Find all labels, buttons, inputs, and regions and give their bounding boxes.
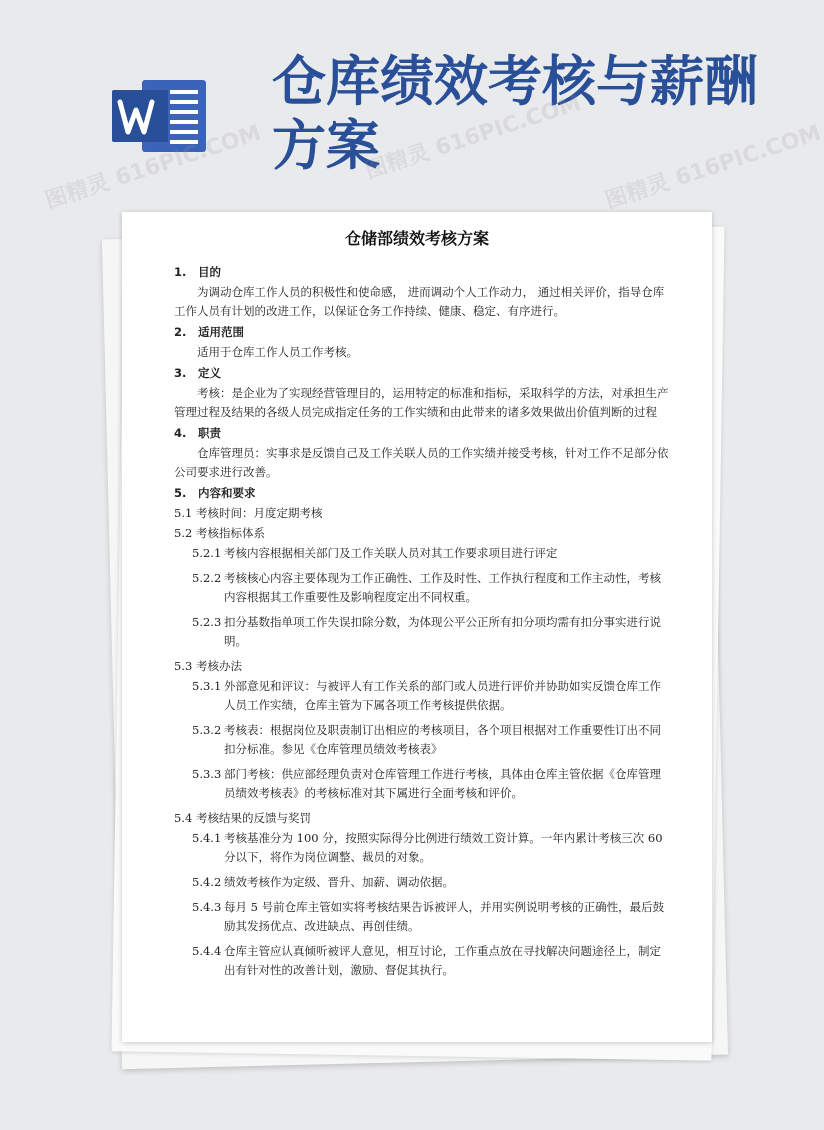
paragraph: 仓库管理员：实事求是反馈自己及工作关联人员的工作实绩并接受考核，针对工作不足部分依公司要求进行改善。 — [174, 446, 669, 479]
watermark: 图精灵 616PIC.COM — [362, 90, 585, 185]
subsection-heading: 5.1 考核时间：月度定期考核 — [174, 506, 323, 520]
section-heading: 4. 职责 — [174, 426, 221, 440]
document-body — [122, 263, 712, 980]
list-item: 5.3.1 外部意见和评议：与被评人有工作关系的部门或人员进行评价并协助如实反馈仓库工作人员工作实绩，仓库主管为下属各项工作考核提供依据。 — [192, 679, 661, 712]
list-item: 5.3.2 考核表：根据岗位及职责制订出相应的考核项目，各个项目根据对工作重要性订出不同扣分标准。参见《仓库管理员绩效考核表》 — [192, 723, 661, 756]
section-heading: 5. 内容和要求 — [174, 486, 256, 500]
subsection-heading: 5.4 考核结果的反馈与奖罚 — [174, 811, 311, 825]
subsection-heading: 5.2 考核指标体系 — [174, 526, 265, 540]
list-item: 5.4.1 考核基准分为 100 分，按照实际得分比例进行绩效工资计算。一年内累计考核三次 60 分以下，将作为岗位调整、裁员的对象。 — [192, 831, 663, 864]
list-item: 5.4.4 仓库主管应认真倾听被评人意见，相互讨论，工作重点放在寻找解决问题途径上，制定出有针对性的改善计划，激励、督促其执行。 — [192, 944, 661, 977]
section-heading: 2. 适用范围 — [174, 325, 244, 339]
list-item: 5.2.1 考核内容根据相关部门及工作关联人员对其工作要求项目进行评定 — [192, 546, 558, 560]
watermark: 图精灵 616PIC.COM — [42, 120, 265, 215]
paragraph: 考核：是企业为了实现经营管理目的，运用特定的标准和指标，采取科学的方法，对承担生产管理过程及结果的各级人员完成指定任务的工作实绩和由此带来的诸多效果做出价值判断的过程 — [174, 386, 669, 419]
list-item: 5.4.2 绩效考核作为定级、晋升、加薪、调动依据。 — [192, 875, 454, 889]
paragraph: 适用于仓库工作人员工作考核。 — [197, 345, 358, 359]
list-item: 5.3.3 部门考核：供应部经理负责对仓库管理工作进行考核，具体由仓库主管依据《仓库管理员绩效考核表》的考核标准对其下属进行全面考核和评价。 — [192, 767, 661, 800]
list-item: 5.4.3 每月 5 号前仓库主管如实将考核结果告诉被评人，并用实例说明考核的正确性，最后鼓励其发扬优点、改进缺点、再创佳绩。 — [192, 900, 665, 933]
document-heading: 仓库绩效考核与薪酬方案 — [272, 50, 758, 177]
list-item: 5.2.2 考核核心内容主要体现为工作正确性、工作及时性、工作执行程度和工作主动性，考核内容根据其工作重要性及影响程度定出不同权重。 — [192, 571, 661, 604]
paragraph: 为调动仓库工作人员的积极性和使命感， 进而调动个人工作动力， 通过相关评价，指导仓库工作人员有计划的改进工作，以保证仓务工作持续、健康、稳定、有序进行。 — [174, 285, 665, 318]
word-document-icon — [112, 76, 212, 156]
subsection-heading: 5.3 考核办法 — [174, 659, 242, 673]
document-page — [122, 212, 712, 1042]
page-title: 仓储部绩效考核方案 — [344, 229, 489, 248]
section-heading: 1. 目的 — [174, 265, 221, 279]
watermark: 图精灵 616PIC.COM — [602, 120, 824, 215]
list-item: 5.2.3 扣分基数指单项工作失误扣除分数，为体现公平公正所有扣分项均需有扣分事实进行说明。 — [192, 615, 661, 648]
section-heading: 3. 定义 — [174, 366, 221, 380]
